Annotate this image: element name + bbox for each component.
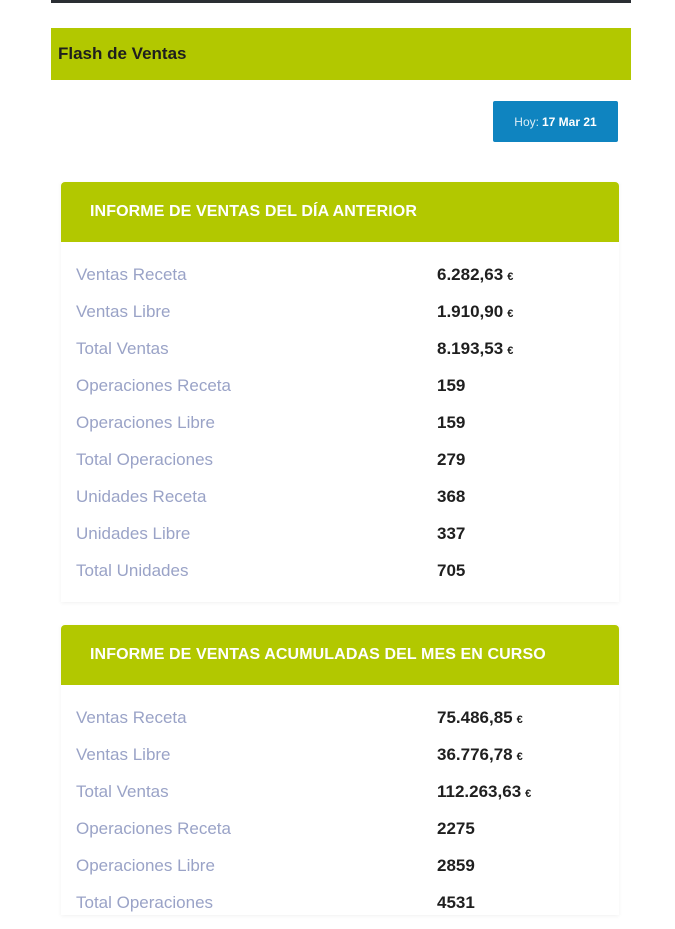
row-label: Unidades Libre xyxy=(76,524,191,543)
report-row xyxy=(61,449,619,486)
report-month-title: INFORME DE VENTAS ACUMULADAS DEL MES EN CURSO xyxy=(90,646,546,663)
row-value: 2859 xyxy=(437,856,475,875)
report-month-rows xyxy=(61,685,619,929)
euro-sign: € xyxy=(525,788,532,800)
row-value: 4531 xyxy=(437,893,475,912)
report-row xyxy=(61,560,619,597)
euro-sign: € xyxy=(516,751,523,763)
report-row xyxy=(61,523,619,560)
header-bar xyxy=(51,28,631,80)
row-label: Total Ventas xyxy=(76,782,169,801)
row-label: Unidades Receta xyxy=(76,487,207,506)
row-value: 6.282,63 € xyxy=(437,265,514,284)
row-label: Total Unidades xyxy=(76,561,189,580)
euro-sign: € xyxy=(507,271,514,283)
report-previous-day-rows xyxy=(61,242,619,597)
row-value: 36.776,78 € xyxy=(437,745,523,764)
row-label: Ventas Receta xyxy=(76,265,187,284)
page-title: Flash de Ventas xyxy=(58,44,187,63)
report-row xyxy=(61,264,619,301)
row-value: 1.910,90 € xyxy=(437,302,514,321)
row-label: Ventas Libre xyxy=(76,745,171,764)
row-label: Total Operaciones xyxy=(76,450,214,469)
report-row xyxy=(61,375,619,412)
top-bar xyxy=(51,0,631,3)
row-label: Operaciones Receta xyxy=(76,376,231,395)
row-value: 112.263,63 € xyxy=(437,782,532,801)
row-value: 279 xyxy=(437,450,466,469)
row-value: 8.193,53 € xyxy=(437,339,514,358)
row-label: Operaciones Libre xyxy=(76,413,215,432)
report-row xyxy=(61,707,619,744)
row-label: Operaciones Libre xyxy=(76,856,215,875)
report-month-header xyxy=(61,625,619,685)
date-value: 17 Mar 21 xyxy=(541,114,597,129)
report-row xyxy=(61,486,619,523)
row-value: 368 xyxy=(437,487,466,506)
report-row xyxy=(61,818,619,855)
date-prefix: Hoy: xyxy=(514,114,539,129)
report-previous-day-card xyxy=(61,182,619,602)
row-value: 75.486,85 € xyxy=(437,708,523,727)
report-row xyxy=(61,338,619,375)
report-row xyxy=(61,301,619,338)
report-previous-day-title: INFORME DE VENTAS DEL DÍA ANTERIOR xyxy=(90,203,417,220)
euro-sign: € xyxy=(516,714,523,726)
euro-sign: € xyxy=(507,308,514,320)
report-row xyxy=(61,892,619,929)
row-label: Ventas Libre xyxy=(76,302,171,321)
row-value: 159 xyxy=(437,376,466,395)
euro-sign: € xyxy=(507,345,514,357)
report-row xyxy=(61,412,619,449)
row-label: Total Ventas xyxy=(76,339,169,358)
row-label: Operaciones Receta xyxy=(76,819,231,838)
report-row xyxy=(61,744,619,781)
report-row xyxy=(61,855,619,892)
report-row xyxy=(61,781,619,818)
report-month-card xyxy=(61,625,619,915)
report-previous-day-header xyxy=(61,182,619,242)
row-label: Ventas Receta xyxy=(76,708,187,727)
row-value: 337 xyxy=(437,524,466,543)
row-value: 705 xyxy=(437,561,466,580)
row-label: Total Operaciones xyxy=(76,893,214,912)
row-value: 159 xyxy=(437,413,466,432)
today-date-button[interactable] xyxy=(493,101,618,142)
row-value: 2275 xyxy=(437,819,475,838)
